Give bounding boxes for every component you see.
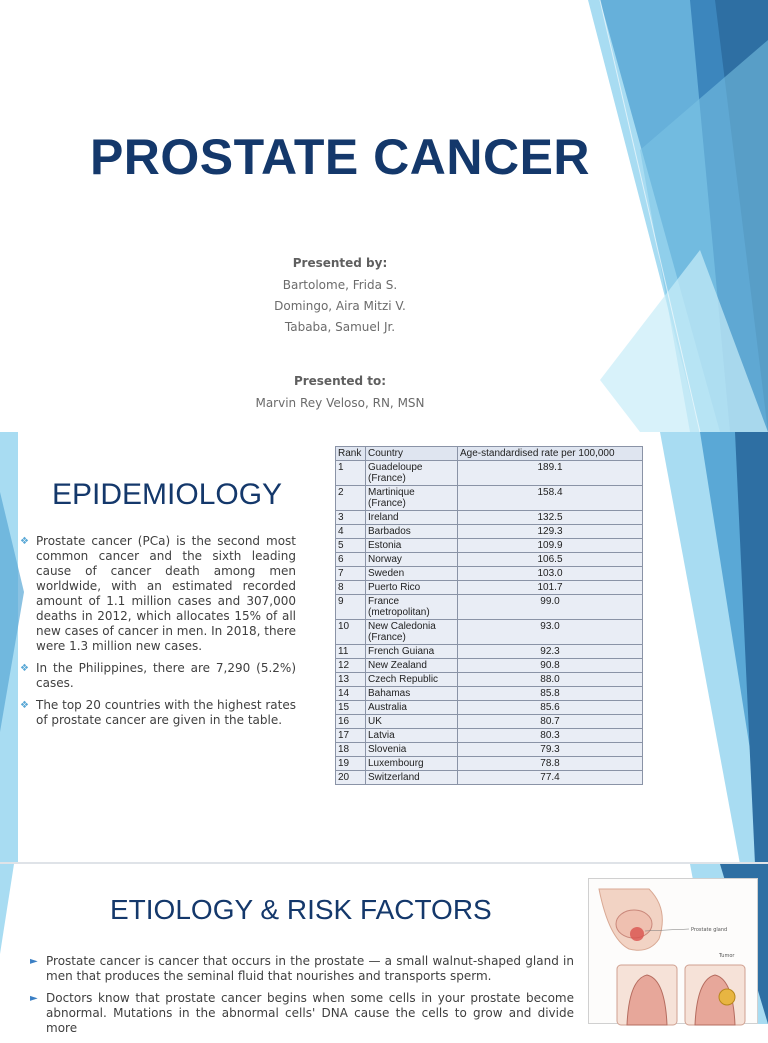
rank-cell: 14 [336,687,366,701]
recipient-name: Marvin Rey Veloso, RN, MSN [255,396,425,410]
country-cell: France (metropolitan) [366,595,458,620]
diamond-bullet-icon: ❖ [20,536,29,547]
rate-cell: 189.1 [458,461,643,486]
country-cell: Norway [366,553,458,567]
rate-cell: 99.0 [458,595,643,620]
rank-cell: 1 [336,461,366,486]
rank-cell: 5 [336,539,366,553]
rate-cell: 90.8 [458,659,643,673]
rank-cell: 18 [336,743,366,757]
rate-cell: 158.4 [458,486,643,511]
epidemiology-bullets [20,534,296,735]
country-cell: Ireland [366,511,458,525]
table-row [336,525,643,539]
table-row [336,673,643,687]
column-header: Age-standardised rate per 100,000 [458,447,643,461]
country-cell: Luxembourg [366,757,458,771]
rate-cell: 85.6 [458,701,643,715]
rate-cell: 78.8 [458,757,643,771]
slide-title [0,0,768,432]
column-header: Country [366,447,458,461]
list-item: ❖ The top 20 countries with the highest rates of prostate cancer are given in the table. [20,698,296,727]
rate-cell: 106.5 [458,553,643,567]
rate-cell: 80.3 [458,729,643,743]
table-row [336,620,643,645]
rank-cell: 10 [336,620,366,645]
table-row [336,595,643,620]
rank-cell: 19 [336,757,366,771]
rate-cell: 129.3 [458,525,643,539]
country-cell: New Caledonia (France) [366,620,458,645]
rank-cell: 7 [336,567,366,581]
anatomy-illustration [589,879,759,1025]
rank-cell: 6 [336,553,366,567]
page-title: PROSTATE CANCER [89,129,591,185]
rank-cell: 3 [336,511,366,525]
rank-cell: 17 [336,729,366,743]
table-row [336,461,643,486]
table-row [336,771,643,785]
country-cell: Barbados [366,525,458,539]
rank-cell: 8 [336,581,366,595]
list-item: ❖ Prostate cancer (PCa) is the second most common cancer and the sixth leading cause of cancer death among men worldwide, with an estimated recorded amount of 1.1 million cases and 307,000 deaths in 2012, which allocates 15% of all new cases of cancer in men. In 2018, there were 1.3 million new cases. [20,534,296,653]
rate-cell: 93.0 [458,620,643,645]
tumor-label: Tumor [719,953,735,959]
country-cell: Latvia [366,729,458,743]
rate-cell: 77.4 [458,771,643,785]
list-item: ► Prostate cancer is cancer that occurs in the prostate — a small walnut-shaped gland in men that produces the seminal fluid that nourishes and transports sperm. [30,954,574,983]
rank-cell: 9 [336,595,366,620]
table-row [336,553,643,567]
table-row [336,757,643,771]
diamond-bullet-icon: ❖ [20,700,29,711]
country-cell: Estonia [366,539,458,553]
presenter-name: Domingo, Aira Mitzi V. [274,299,406,313]
country-cell: French Guiana [366,645,458,659]
rate-cell: 92.3 [458,645,643,659]
table-row [336,659,643,673]
list-item: ► Doctors know that prostate cancer begins when some cells in your prostate become abnormal. Mutations in the abnormal cells' DNA cause the cells to grow and divide more [30,991,574,1035]
table-row [336,645,643,659]
table-header-row [336,447,643,461]
country-cell: Guadeloupe (France) [366,461,458,486]
table-row [336,701,643,715]
rank-cell: 4 [336,525,366,539]
presented-by-label: Presented by: [292,256,388,270]
rate-cell: 88.0 [458,673,643,687]
triangle-bullet-icon: ► [30,993,38,1004]
rate-cell: 132.5 [458,511,643,525]
table-row [336,567,643,581]
table-row [336,743,643,757]
country-cell: Australia [366,701,458,715]
table-row [336,511,643,525]
list-item: ❖ In the Philippines, there are 7,290 (5.2%) cases. [20,661,296,690]
rank-cell: 20 [336,771,366,785]
rate-cell: 80.7 [458,715,643,729]
rate-cell: 109.9 [458,539,643,553]
country-cell: Slovenia [366,743,458,757]
rates-table [335,446,643,785]
country-cell: Sweden [366,567,458,581]
country-cell: Puerto Rico [366,581,458,595]
rate-cell: 85.8 [458,687,643,701]
rate-cell: 79.3 [458,743,643,757]
rate-cell: 101.7 [458,581,643,595]
rank-cell: 15 [336,701,366,715]
table-row [336,539,643,553]
presenter-name: Tababa, Samuel Jr. [284,320,396,334]
prostate-label: Prostate gland [691,927,728,933]
country-cell: Bahamas [366,687,458,701]
table-row [336,729,643,743]
table-body [336,461,643,785]
table-row [336,687,643,701]
section-heading: EPIDEMIOLOGY [52,478,283,511]
country-cell: Czech Republic [366,673,458,687]
table-row [336,715,643,729]
prostate-anatomy-image [588,878,758,1024]
rank-cell: 2 [336,486,366,511]
rank-cell: 13 [336,673,366,687]
triangle-bullet-icon: ► [30,956,38,967]
column-header: Rank [336,447,366,461]
rank-cell: 16 [336,715,366,729]
section-heading: ETIOLOGY & RISK FACTORS [110,894,492,925]
rank-cell: 12 [336,659,366,673]
country-cell: Switzerland [366,771,458,785]
table-row [336,581,643,595]
presenter-name: Bartolome, Frida S. [282,278,398,292]
rate-cell: 103.0 [458,567,643,581]
country-cell: UK [366,715,458,729]
rank-cell: 11 [336,645,366,659]
country-cell: Martinique (France) [366,486,458,511]
country-cell: New Zealand [366,659,458,673]
presented-to-label: Presented to: [293,374,387,388]
diamond-bullet-icon: ❖ [20,663,29,674]
etiology-bullets [30,954,574,1043]
slide1-decoration [0,0,768,432]
table-row [336,486,643,511]
